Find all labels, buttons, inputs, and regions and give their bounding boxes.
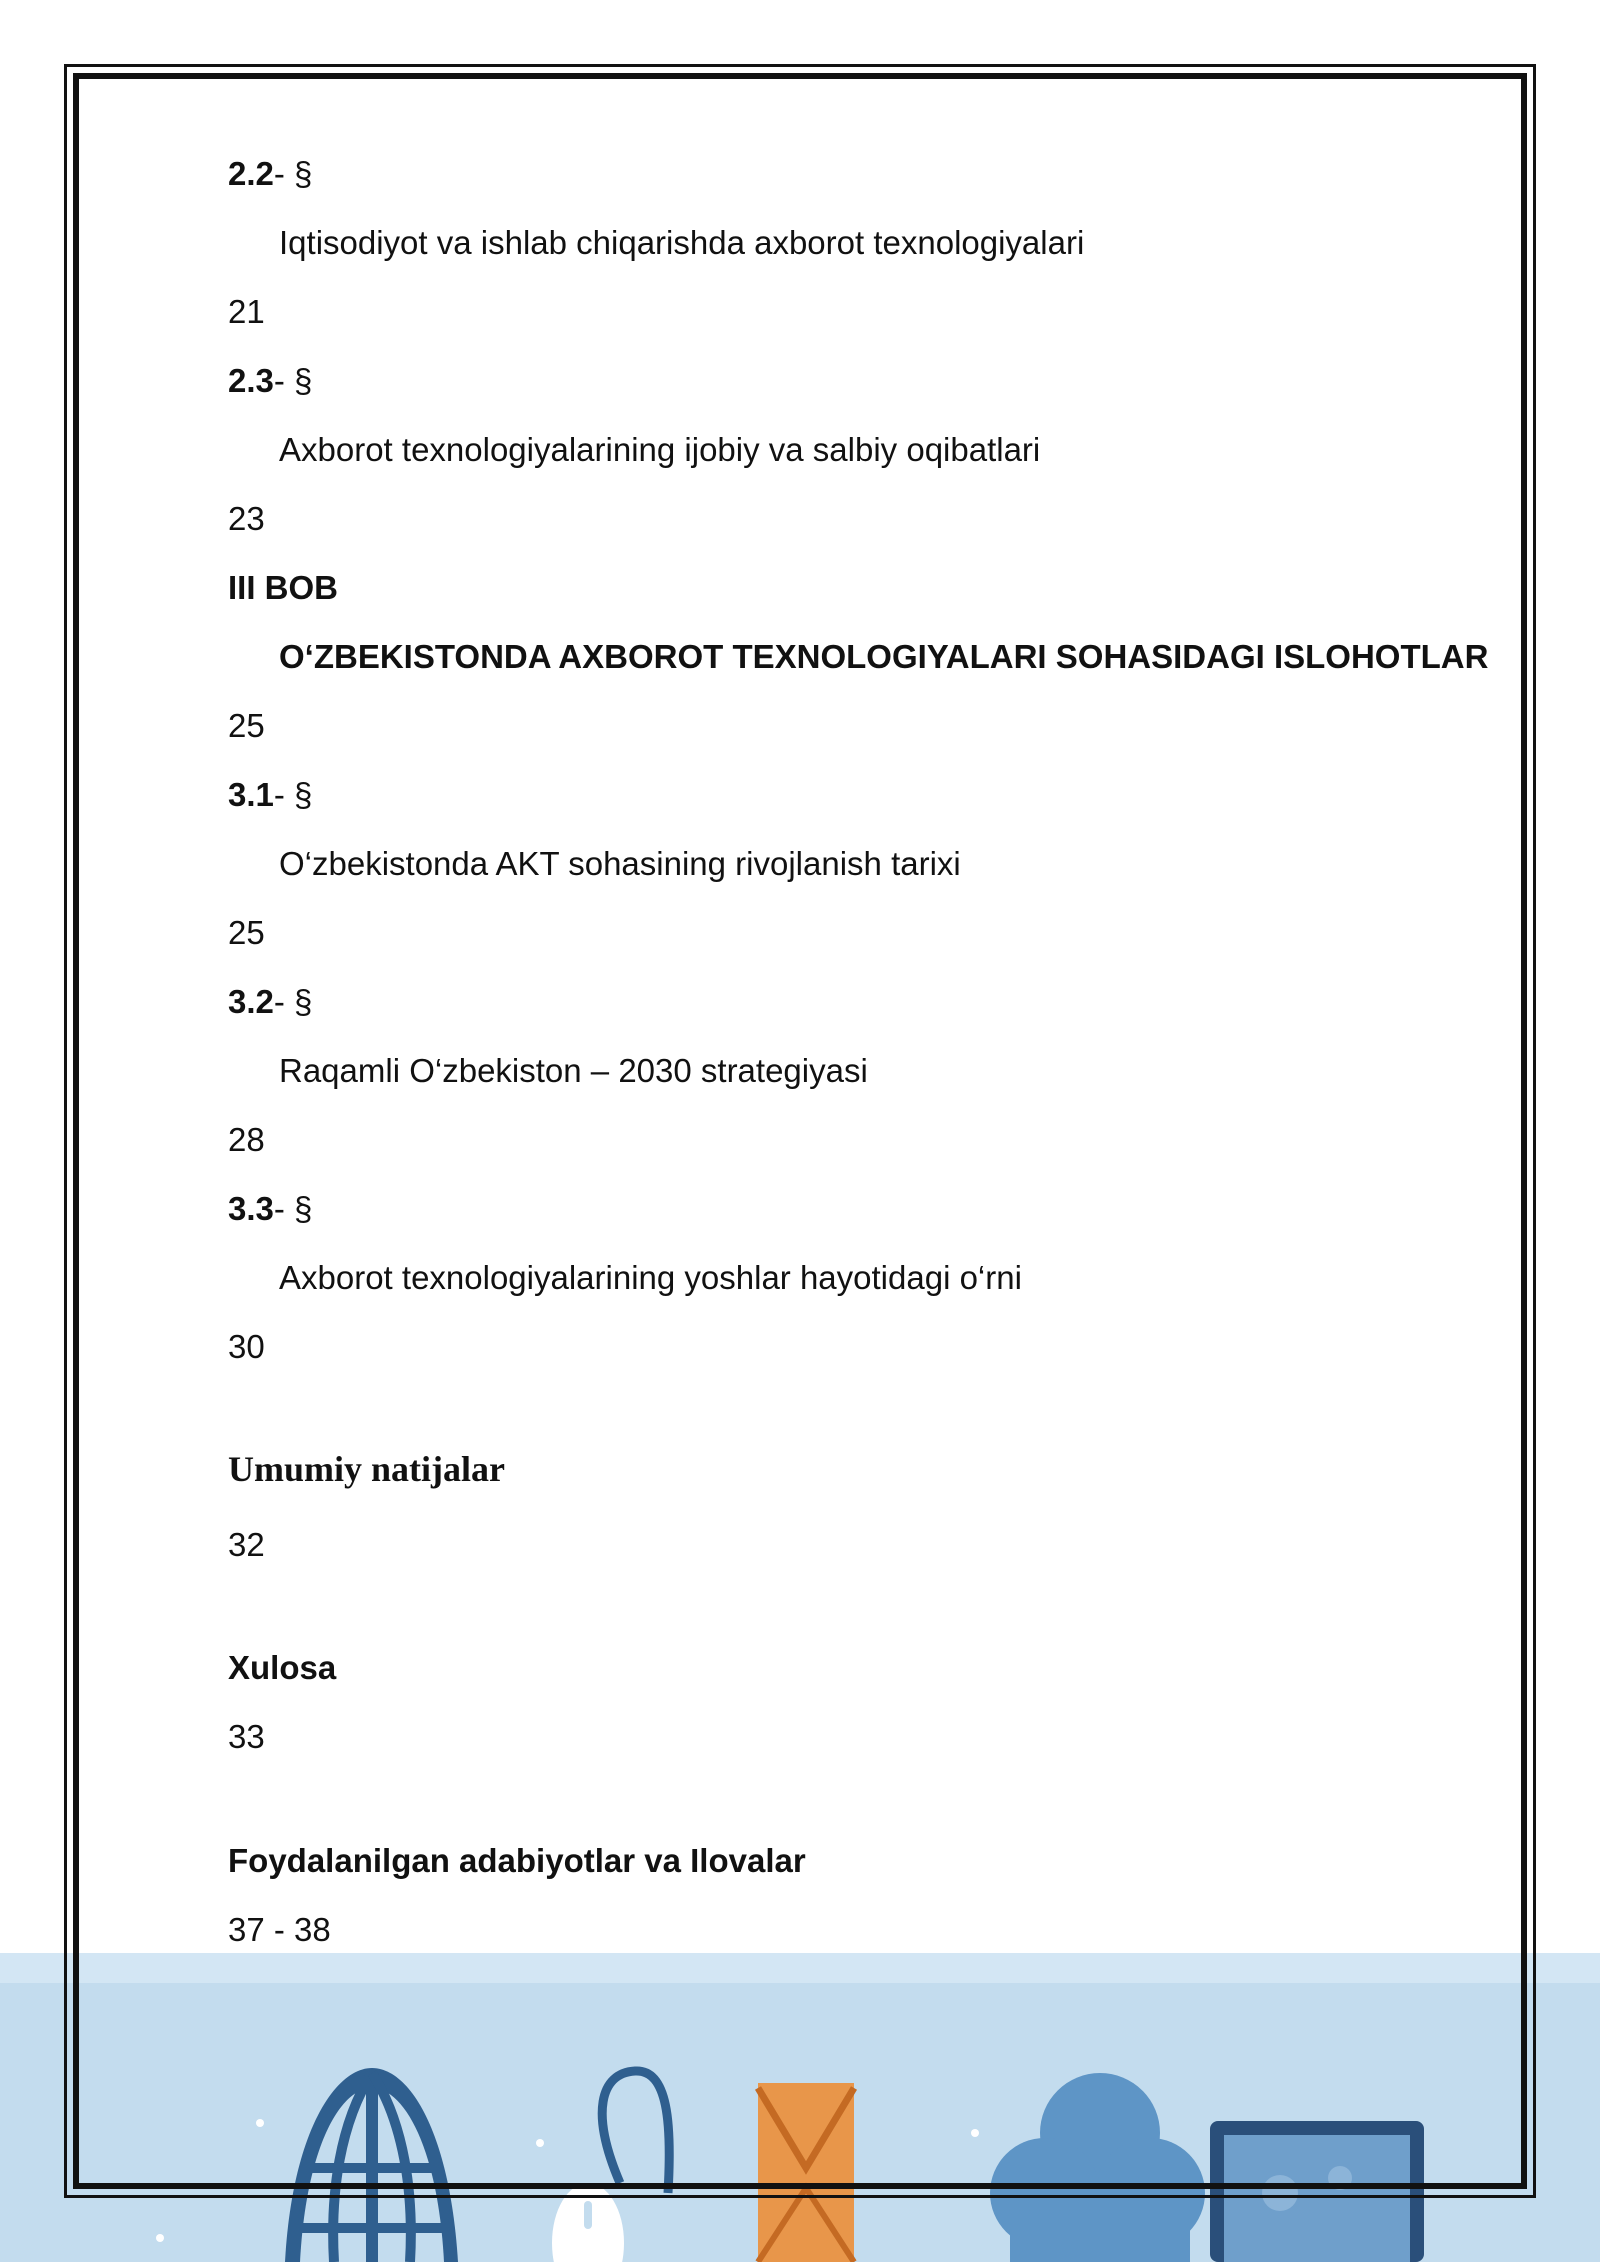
chapter-heading: III BOB [228,569,339,606]
toc-entry-page: 23 [228,500,265,537]
toc-entry-page: 25 [228,707,265,744]
toc-entry-number [228,1189,312,1229]
toc-entry-page: 28 [228,1121,265,1158]
toc-entry-title: Raqamli O‘zbekiston – 2030 strategiyasi [279,1052,868,1089]
section-suffix: - § [273,155,313,192]
decor-dot [536,2139,544,2147]
toc-entry-title: Axborot texnologiyalarining yoshlar hayotidagi o‘rni [279,1259,1022,1296]
toc-entry-page: 25 [228,914,265,951]
envelope-icon [758,2083,854,2262]
section-number: 2.2 [228,155,274,192]
section-suffix: - § [273,1190,313,1227]
toc-entry-number [228,154,312,194]
decor-dot [156,2234,164,2242]
section-number: 3.1 [228,776,274,813]
decor-dot [256,2119,264,2127]
monitor-icon [1210,2121,1424,2262]
section-suffix: - § [273,362,313,399]
toc-entry-number [228,982,312,1022]
toc-entry-number [228,775,312,815]
toc-entry-title: O‘zbekistonda AKT sohasining rivojlanish tarixi [279,845,961,882]
decor-dot [971,2129,979,2137]
toc-entry-page: 30 [228,1328,265,1365]
section-number: 3.2 [228,983,274,1020]
section-suffix: - § [273,776,313,813]
illustration-svg [0,1953,1600,2262]
toc-entry-page: 21 [228,293,265,330]
section-number: 2.3 [228,362,274,399]
section-page: 33 [228,1718,265,1755]
chapter-title: O‘ZBEKISTONDA AXBOROT TEXNOLOGIYALARI SOHASIDAGI ISLOHOTLAR [279,638,1489,675]
section-heading: Foydalanilgan adabiyotlar va Ilovalar [228,1842,806,1879]
section-page: 32 [228,1526,265,1563]
toc-entry-title: Axborot texnologiyalarining ijobiy va salbiy oqibatlari [279,431,1041,468]
section-page: 37 - 38 [228,1911,331,1948]
section-suffix: - § [273,983,313,1020]
illustration-top-band [0,1953,1600,1983]
toc-entry-number [228,361,312,401]
section-heading: Umumiy natijalar [228,1449,505,1489]
technology-illustration [0,1953,1600,2262]
section-number: 3.3 [228,1190,274,1227]
section-heading: Xulosa [228,1649,337,1686]
toc-entry-title: Iqtisodiyot va ishlab chiqarishda axborot texnologiyalari [279,224,1085,261]
